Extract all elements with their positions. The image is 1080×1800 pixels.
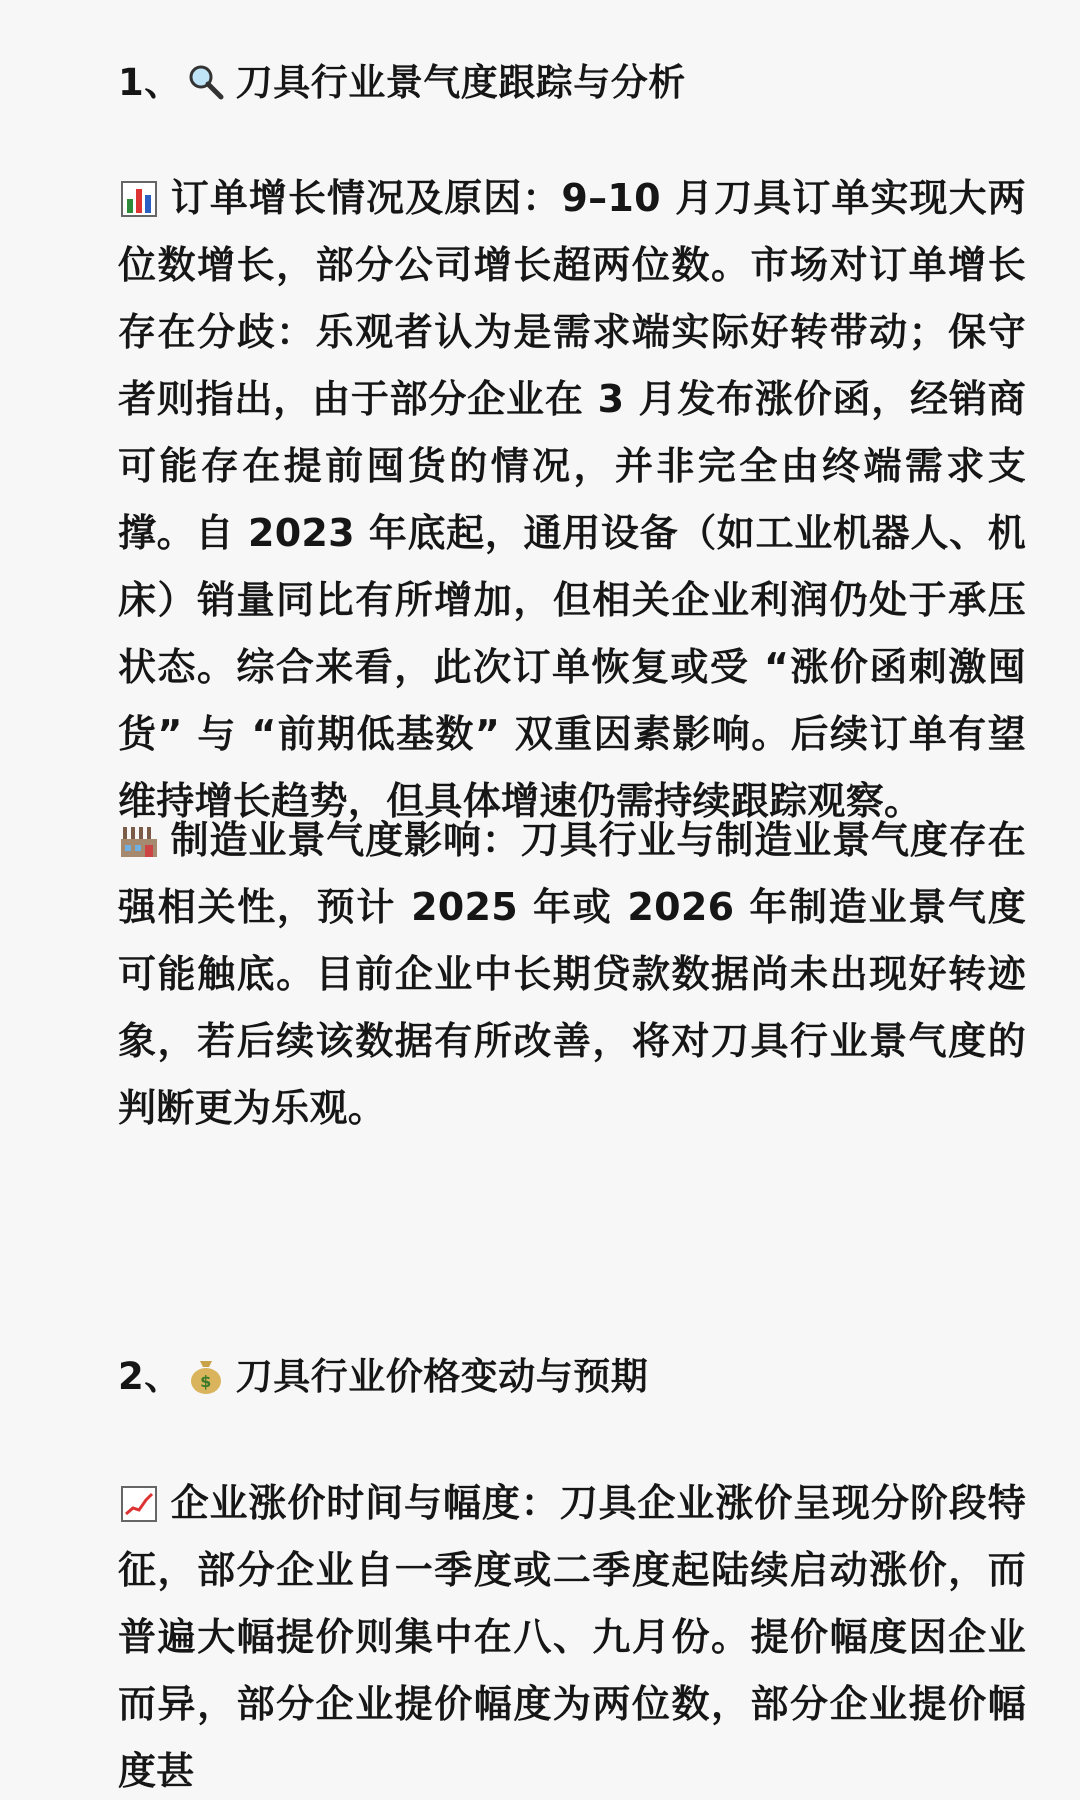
- section-title: 刀具行业景气度跟踪与分析: [235, 61, 686, 104]
- section-number: 1、: [118, 61, 182, 104]
- money-bag-icon: [184, 1355, 228, 1395]
- paragraph-lead: 订单增长情况及原因：: [170, 176, 562, 220]
- paragraph-text: 刀具行业与制造业景气度存在强相关性，预计 2025 年或 2026 年制造业景气度可能触底。目前企业中长期贷款数据尚未出现好转迹象，若后续该数据有所改善，将对刀具行业景气度的判断更为乐观。: [118, 818, 1027, 1130]
- trend-up-chart-icon: [118, 1470, 160, 1537]
- paragraph-text: 9–10 月刀具订单实现大两位数增长，部分公司增长超两位数。市场对订单增长存在分歧：乐观者认为是需求端实际好转带动；保守者则指出，由于部分企业在 3 月发布涨价函，经销商可能存在提前囤货的情况，并非完全由终端需求支撑。自 2023 年底起，通用设备（如工业机器人、机床）销量同比有所增加，但相关企业利润仍处于承压状态。综合来看，此次订单恢复或受 “涨价函刺激囤货” 与 “前期低基数” 双重因素影响。后续订单有望维持增长趋势，但具体增速仍需持续跟踪观察。: [118, 176, 1026, 823]
- section-heading-1: [118, 61, 686, 104]
- section-title: 刀具行业价格变动与预期: [235, 1355, 649, 1398]
- svg-text:$: $: [199, 1372, 212, 1391]
- paragraph-lead: 企业涨价时间与幅度：: [170, 1481, 560, 1525]
- section-number: 2、: [118, 1355, 182, 1398]
- paragraph-price: [118, 1470, 1026, 1800]
- paragraph-text: 刀具企业涨价呈现分阶段特征，部分企业自一季度或二季度起陆续启动涨价，而普遍大幅提价则集中在八、九月份。提价幅度因企业而异，部分企业提价幅度为两位数，部分企业提价幅度甚: [118, 1481, 1026, 1793]
- magnifier-icon: [184, 63, 228, 101]
- factory-icon: [118, 807, 160, 874]
- bar-chart-icon: [118, 165, 160, 232]
- section-heading-2: [118, 1355, 649, 1398]
- paragraph-lead: 制造业景气度影响：: [170, 818, 521, 862]
- paragraph-manufacturing: [118, 807, 1026, 1142]
- paragraph-orders: [118, 165, 1026, 835]
